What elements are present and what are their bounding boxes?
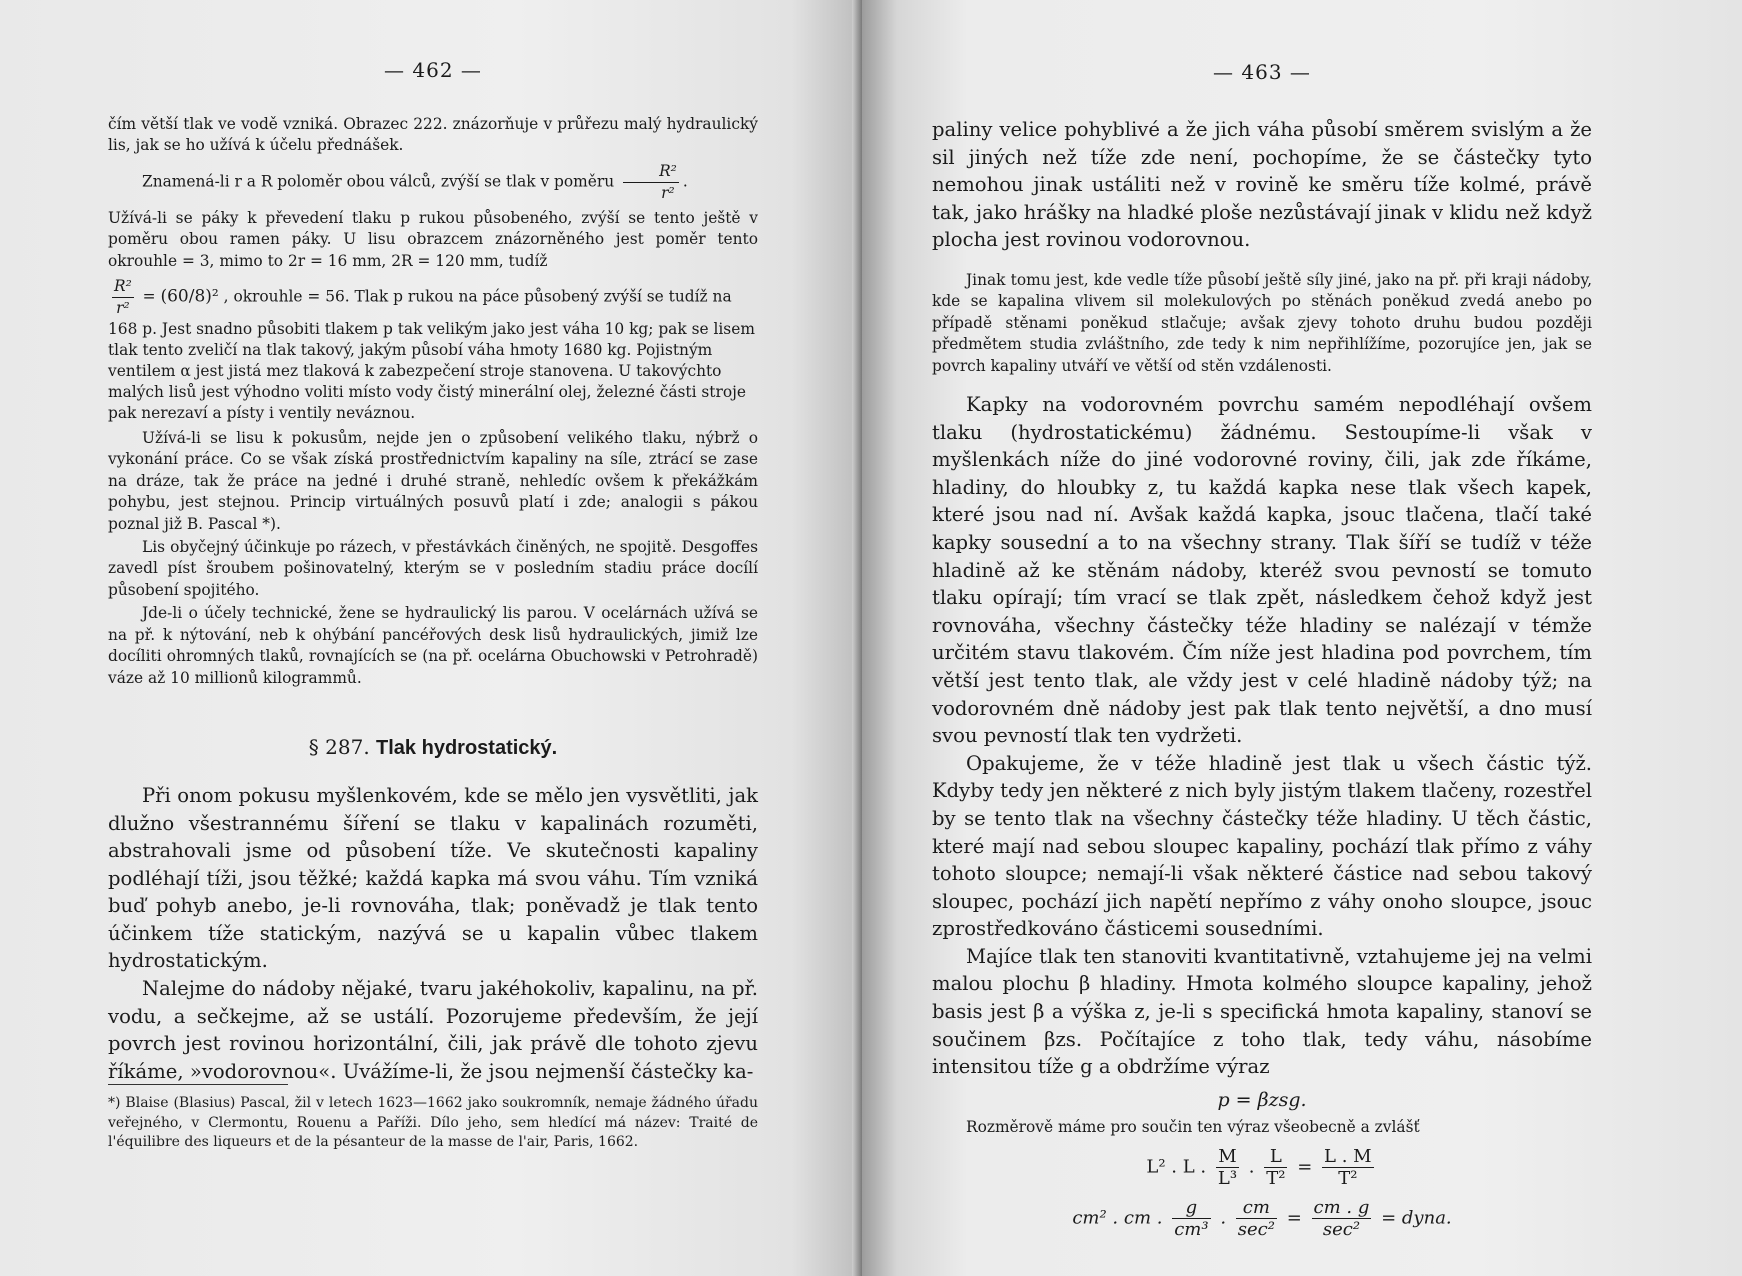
paragraph: Majíce tlak ten stanoviti kvantitativně, vztahujeme jej na velmi malou plochu β hladiny. Hmota kolmého sloupce kapaliny, jehož basis jest β a výška z, je-li s specifická hmota kapaliny, stanoví se součinem βzs. Počítajíce z toho tlak, tedy váhu, násobíme intensitou tíže g a obdržíme výraz xyxy=(932,944,1592,1079)
ratio-text: Znamená-li r a R poloměr obou válců, zvýší se tlak v poměru xyxy=(142,172,615,191)
dimension-formula-general: L² . L . $\frac{M}{\text{L³}}$ . $\frac{L}{\text{T²}}$ = $\frac{L . M}{\text{T²}}$ xyxy=(1146,1146,1372,1190)
right-page-content xyxy=(932,60,1592,1248)
paragraph: Užívá-li se páky k převedení tlaku p rukou působeného, zvýší se tento ještě v poměru obou ramen páky. U lisu obrazcem znázorněného jest poměr tento okrouhle = 3, mimo to 2r = 16 mm, 2R = 120 mm, tudíž xyxy=(108,208,758,270)
formula-fraction: $\frac{\text{R²}}{\text{r²}}$ xyxy=(114,277,132,318)
section-title: Tlak hydrostatický. xyxy=(376,736,558,759)
paragraph: Kapky na vodorovném povrchu samém nepodléhají ovšem tlaku (hydrostatickému) žádnému. Sestoupíme-li však v myšlenkách níže do jiné vodorovné roviny, čili, jak zde říkáme, hladiny, do hloubky z, tu každá kapka nese tlak všech kapek, které jsou nad ní. Avšak každá kapka, jsouc tlačena, tlačí také kapky sousední a to na všechny strany. Tlak šíří se tudíž v téže hladině až ke stěnám nádoby, kteréž svou pevností se tomuto tlaku opírají; tím vrací se tlak zpět, následkem čehož když jest rovnováha, všechny částečky téže hladiny se nalézají v témže určitém stavu tlakovém. Čím níže jest hladina pod povrchem, tím větší jest tento tlak, ale vždy jest v celé hladině nádoby týž; na vodorovném dně nádoby jest pak tlak tento největší, a dno musí svou pevností tlak ten vydržeti. xyxy=(932,393,1592,748)
right-page xyxy=(862,0,1742,1276)
left-page-content xyxy=(108,58,758,1085)
page-number-left: — 462 — xyxy=(384,58,482,82)
ratio-fraction: $\frac{\text{R²}}{\text{r²}}$ xyxy=(623,161,679,204)
footnote: *) Blaise (Blasius) Pascal, žil v letech 1623—1662 jako soukromník, nemaje žádného úřadu veřejného, v Clermontu, Rouenu a Paříži. Dílo jeho, sem hledící má název: Traité de l'équilibre des liqueurs et de la pésanteur de la masse de l'air, Paris, 1662. xyxy=(108,1095,758,1150)
paragraph: Opakujeme, že v téže hladině jest tlak u všech částic týž. Kdyby tedy jen některé z nich byly jistým tlakem tlačeny, rozestřel by se tento tlak na všechny částečky téže hladiny. U těch částic, které mají nad sebou sloupec kapaliny, pochází tlak přímo z váhy tohoto sloupce; nemají-li však některé částice nad sebou takový sloupec, pochází jich napětí nepřímo z váhy onoho sloupce, jsouc zprostředkováno částicemi sousedními. xyxy=(932,751,1592,941)
formula-continuation: , okrouhle = 56. Tlak p rukou na páce působený zvýší se tudíž na 168 p. Jest snadno působiti tlakem p tak velikým jako jest váha 10 kg; pak se lisem tlak tento zveličí na tlak takový, jakým působí váha hmoty 1680 kg. Pojistným ventilem α jest jistá mez tlaková k zabezpečení stroje stanovena. U takovýchto malých lisů jest výhodno voliti místo vody čistý minerální olej, železné části stroje pak nerezaví a písty i ventily neváznou. xyxy=(108,287,755,423)
footnote-rule xyxy=(108,1084,288,1085)
pressure-equation: p = βzsg. xyxy=(1217,1088,1307,1111)
paragraph: paliny velice pohyblivé a že jich váha působí směrem svislým a že sil jiných než tíže zde není, pochopíme, že se částečky tyto nemohou jinak ustáliti než v rovině ke směru tíže kolmé, právě tak, jako hrášky na hladké ploše nezůstávají jinak v klidu než když plocha jest rovinou vodorovnou. xyxy=(932,118,1592,252)
formula-equals: = xyxy=(142,287,156,306)
ratio-line: Znamená-li r a R poloměr obou válců, zvýší se tlak v poměru $\frac{\text{R²}}{\text{r²}}$ . xyxy=(142,161,688,202)
paragraph: Nalejme do nádoby nějaké, tvaru jakéhokoliv, kapalinu, na př. vodu, a sečkejme, až se ustálí. Pozorujeme především, že její povrch jest rovinou horizontální, čili, jak právě dle tohoto zjevu říkáme, »vodorovnou«. Uvážíme-li, že jsou nejmenší částečky ka- xyxy=(108,977,758,1083)
paragraph: Užívá-li se lisu k pokusům, nejde jen o způsobení velikého tlaku, nýbrž o vykonání práce. Co se však získá prostřednictvím kapaliny na síle, ztrácí se zase na dráze, tak že práce na jedné i druhé straně, nehledíc ovšem k překážkám pohybu, jest stejnou. Princip virtuálných posuvů platí i zde; analogii s pákou poznal již B. Pascal *). xyxy=(108,429,758,533)
page-number-right: — 463 — xyxy=(1213,60,1311,84)
paragraph: čím větší tlak ve vodě vzniká. Obrazec 222. znázorňuje v průřezu malý hydraulický lis, jak se ho užívá k účelu přednášek. xyxy=(108,115,758,155)
small-print-note: Jinak tomu jest, kde vedle tíže působí ještě síly jiné, jako na př. při kraji nádoby, kde se kapalina vlivem sil molekulových po stěnách poněkud zvedá anebo po případě stěnami poněkud stlačuje; avšak zjevy tohoto druhu budou později předmětem studia zvláštního, zde tedy k nim nepřihlížíme, pozorujíce jen, jak se povrch kapaliny utváří ve větší od stěn vzdálenosti. xyxy=(932,270,1592,375)
left-page xyxy=(0,0,860,1276)
section-heading xyxy=(108,735,758,760)
paragraph: Jde-li o účely technické, žene se hydraulický lis parou. V ocelárnách užívá se na př. k nýtování, neb k ohýbání pancéřových desk lisů hydraulických, jimiž lze docíliti ohromných tlaků, rovnajících se (na př. ocelárna Obuchowski v Petrohradě) váze až 10 millionů kilogrammů. xyxy=(108,604,758,687)
dimension-formula-cgs: cm² . cm . $\frac{g}{\text{cm³}}$ . $\frac{cm}{\text{sec²}}$ = $\frac{cm . g}{\text{sec²}}$ = dyna. xyxy=(1072,1197,1452,1241)
dimension-intro: Rozměrově máme pro součin ten výraz všeobecně a zvlášť xyxy=(966,1117,1420,1136)
section-number: § 287. xyxy=(308,734,370,759)
formula-paren: (60/8)² xyxy=(160,286,219,307)
paragraph: Při onom pokusu myšlenkovém, kde se mělo jen vysvětliti, jak dlužno všestrannému šíření se tlaku v kapalinách rozuměti, abstrahovali jsme od působení tíže. Ve skutečnosti kapaliny podléhají tíži, jsou těžké; každá kapka má svou váhu. Tím vzniká buď pohyb anebo, je-li rovnováha, tlak; poněvadž je tlak tento účinkem tíže statickým, nazývá se u kapalin vůbec tlakem hydrostatickým. xyxy=(108,783,758,973)
paragraph: Lis obyčejný účinkuje po rázech, v přestávkách činěných, ne spojitě. Desgoffes zavedl píst šroubem pošinovatelný, kterým se v posledním stadiu práce docílí působení spojitého. xyxy=(108,538,758,599)
ratio-formula-line xyxy=(108,276,758,424)
